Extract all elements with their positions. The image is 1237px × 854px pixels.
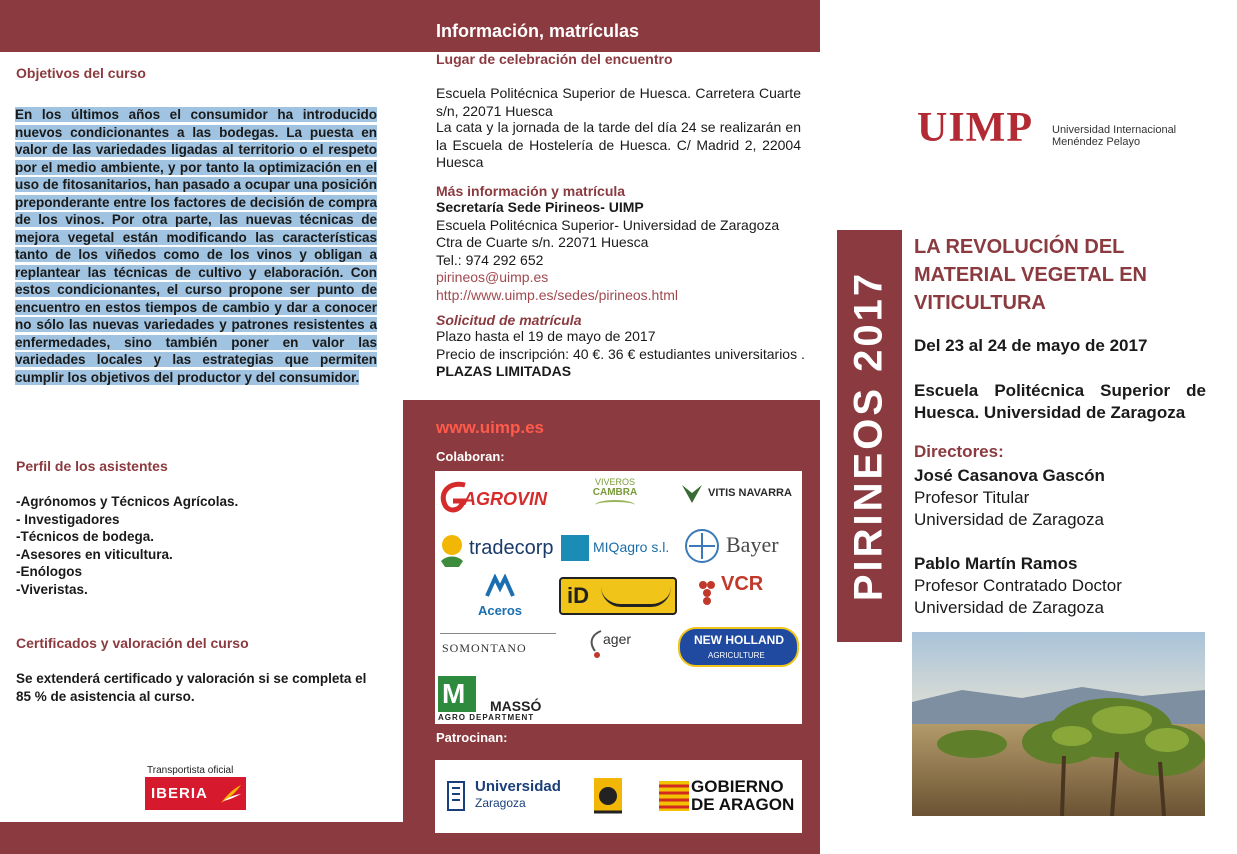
vitis-text: VITIS NAVARRA bbox=[708, 487, 792, 499]
email-link[interactable]: pirineos@uimp.es bbox=[436, 269, 549, 285]
director-1-role: Profesor Titular bbox=[914, 488, 1030, 507]
aragon-flag-icon bbox=[659, 781, 689, 811]
course-title-line-2: MATERIAL VEGETAL EN bbox=[914, 264, 1147, 286]
solicitud-title: Solicitud de matrícula bbox=[436, 312, 582, 328]
director-1-name: José Casanova Gascón bbox=[914, 466, 1105, 485]
vitis-navarra-logo bbox=[680, 483, 800, 513]
perfil-item: -Asesores en viticultura. bbox=[16, 546, 173, 562]
lugar-text-2: La cata y la jornada de la tarde del día 24 se realizarán en la Escuela de Hostelería de Huesca. C/ Madrid 2, 22004 Huesca bbox=[436, 119, 801, 170]
bayer-logo bbox=[684, 526, 800, 566]
grape-icon bbox=[697, 577, 719, 613]
director-1 bbox=[914, 465, 1105, 531]
sun-icon bbox=[439, 533, 465, 569]
course-title-line-3: VITICULTURA bbox=[914, 292, 1046, 314]
directores-label: Directores: bbox=[914, 442, 1004, 461]
somontano-logo bbox=[440, 633, 556, 667]
colaboran-label: Colaboran: bbox=[436, 449, 505, 464]
perfil-item: -Enólogos bbox=[16, 564, 82, 579]
iberia-logo bbox=[145, 777, 246, 810]
director-2-name: Pablo Martín Ramos bbox=[914, 554, 1078, 573]
uimp-logo bbox=[917, 104, 1187, 152]
director-2 bbox=[914, 553, 1122, 619]
web-link[interactable]: http://www.uimp.es/sedes/pirineos.html bbox=[436, 286, 678, 303]
course-title-line-1: LA REVOLUCIÓN DEL bbox=[914, 236, 1125, 258]
bayer-cross-icon bbox=[684, 528, 720, 564]
objetivos-highlight: En los últimos años el consumidor ha introducido nuevos condicionantes a las bodegas. La puesta en valor de las variedades ligadas al territorio o el respeto por el medio ambiente, y por tanto la optimización en el uso de fitosanitarios, han pasado a ocupar una posición preponderante entre los factores de decisión de compra de los vinos. Por otra parte, las nuevas técnicas de mejora vegetal están modificando las características tanto de los viñedos como de los vinos y obligan a replantear las técnicas de cultivo y elaboración. Con estos condicionantes, el curso propone ser punto de encuentro en estos tiempos de cambio y dar a conocer no sólo las nuevas variedades y patrones resistentes a enfermedades, sino también poner en valor las variedades locales y las estrategias que permiten cumplir los objetivos del productor y del consumidor. bbox=[15, 107, 377, 385]
somontano-text: SOMONTANO bbox=[442, 641, 527, 655]
cert-text: Se extenderá certificado y valoración si se completa el 85 % de asistencia al curso. bbox=[16, 671, 367, 704]
director-2-role: Profesor Contratado Doctor bbox=[914, 576, 1122, 595]
agrovin-logo bbox=[439, 479, 557, 515]
unizar-logo bbox=[445, 776, 565, 816]
perfil-item: - Investigadores bbox=[16, 511, 120, 527]
vertical-banner-text: PIRINEOS 2017 bbox=[846, 270, 891, 602]
viveros-cambra-logo bbox=[585, 477, 645, 521]
vineyard-scene bbox=[912, 632, 1205, 816]
contact-block bbox=[436, 199, 806, 304]
objetivos-title: Objetivos del curso bbox=[16, 65, 146, 81]
diputacion-shield-icon bbox=[591, 772, 625, 820]
course-dates: Del 23 al 24 de mayo de 2017 bbox=[914, 336, 1148, 355]
aceros-text: Aceros bbox=[477, 603, 523, 618]
course-title bbox=[914, 233, 1147, 317]
patrons-box bbox=[435, 760, 802, 833]
unizar-tower-icon bbox=[445, 778, 467, 812]
masso-text: MASSÓ bbox=[490, 698, 542, 714]
mas-info-title: Más información y matrícula bbox=[436, 183, 626, 199]
unizar-text-2: Zaragoza bbox=[475, 796, 526, 810]
cert-title: Certificados y valoración del curso bbox=[16, 635, 249, 651]
plazas-limitadas: PLAZAS LIMITADAS bbox=[436, 363, 572, 379]
viveros-text: VIVEROS bbox=[594, 477, 635, 487]
miqagro-logo bbox=[561, 531, 681, 567]
nh-sub-text: AGRICULTURE bbox=[708, 651, 765, 660]
precio bbox=[436, 346, 806, 381]
ager-logo bbox=[587, 627, 657, 667]
bayer-text: Bayer bbox=[726, 532, 779, 557]
gobierno-aragon-logo bbox=[659, 777, 799, 817]
id-text: iD bbox=[567, 583, 589, 608]
masso-logo: M MASSÓ AGRO DEPARTMENT bbox=[438, 678, 542, 722]
www-link[interactable]: www.uimp.es bbox=[436, 418, 545, 437]
objetivos-text bbox=[15, 106, 377, 386]
director-1-org: Universidad de Zaragoza bbox=[914, 510, 1104, 529]
aragon-text: DE ARAGON bbox=[691, 795, 795, 814]
miqagro-text: MIQagro s.l. bbox=[593, 539, 670, 555]
unizar-text-1: Universidad bbox=[475, 778, 561, 795]
gobierno-text: GOBIERNO bbox=[691, 777, 784, 796]
tradecorp-logo bbox=[439, 531, 559, 571]
agrovin-text: AGROVIN bbox=[463, 489, 548, 509]
perfil-title: Perfil de los asistentes bbox=[16, 458, 168, 474]
uimp-sub-2: Menéndez Pelayo bbox=[1052, 136, 1141, 148]
ager-text: ager bbox=[603, 631, 632, 647]
uimp-text: UIMP bbox=[917, 105, 1033, 151]
perfil-item: -Agrónomos y Técnicos Agrícolas. bbox=[16, 494, 239, 509]
telefono: Tel.: 974 292 652 bbox=[436, 251, 544, 268]
new-holland-text: NEW HOLLAND bbox=[694, 633, 784, 647]
plazo: Plazo hasta el 19 de mayo de 2017 bbox=[436, 328, 656, 344]
solicitud-block bbox=[436, 328, 806, 381]
secretaria: Secretaría Sede Pirineos- UIMP bbox=[436, 199, 644, 215]
uimp-sub-1: Universidad Internacional bbox=[1052, 124, 1177, 136]
left-bottom-band bbox=[0, 822, 403, 854]
cambra-text: CAMBRA bbox=[592, 487, 638, 498]
lugar-text-1: Escuela Politécnica Superior de Huesca. Carretera Cuarte s/n, 22071 Huesca bbox=[436, 85, 801, 119]
ctra: Ctra de Cuarte s/n. 22071 Huesca bbox=[436, 234, 649, 250]
aceros-icon bbox=[485, 574, 515, 598]
perfil-list bbox=[16, 493, 238, 598]
left-top-band bbox=[0, 0, 403, 52]
idrawing-logo bbox=[559, 577, 677, 615]
vcr-logo bbox=[697, 573, 787, 621]
perfil-item: -Viveristas. bbox=[16, 581, 88, 597]
vineyard-photo bbox=[912, 632, 1205, 816]
middle-header-band bbox=[403, 0, 820, 52]
course-venue: Escuela Politécnica Superior de Huesca. Universidad de Zaragoza bbox=[914, 381, 1206, 422]
iberia-text: IBERIA bbox=[151, 785, 208, 802]
tradecorp-text: tradecorp bbox=[469, 537, 554, 559]
collaborators-box bbox=[435, 471, 802, 724]
leaf-icon bbox=[680, 483, 704, 505]
director-2-org: Universidad de Zaragoza bbox=[914, 598, 1104, 617]
diputacion-logo bbox=[591, 772, 625, 820]
perfil-item: -Técnicos de bodega. bbox=[16, 529, 155, 544]
vcr-text: VCR bbox=[721, 573, 764, 595]
masso-sub-text: AGRO DEPARTMENT bbox=[438, 713, 535, 722]
middle-header: Información, matrículas bbox=[436, 21, 640, 41]
patrocinan-label: Patrocinan: bbox=[436, 730, 508, 745]
vertical-banner bbox=[837, 230, 902, 642]
lugar-title: Lugar de celebración del encuentro bbox=[436, 51, 673, 67]
aceros-logo bbox=[465, 574, 535, 622]
new-holland-logo bbox=[678, 627, 799, 667]
escuela: Escuela Politécnica Superior- Universidad de Zaragoza bbox=[436, 216, 780, 233]
transport-label: Transportista oficial bbox=[147, 765, 234, 776]
iberia-wing-icon bbox=[219, 783, 243, 805]
precio-text: Precio de inscripción: 40 €. 36 € estudiantes universitarios . bbox=[436, 345, 805, 362]
